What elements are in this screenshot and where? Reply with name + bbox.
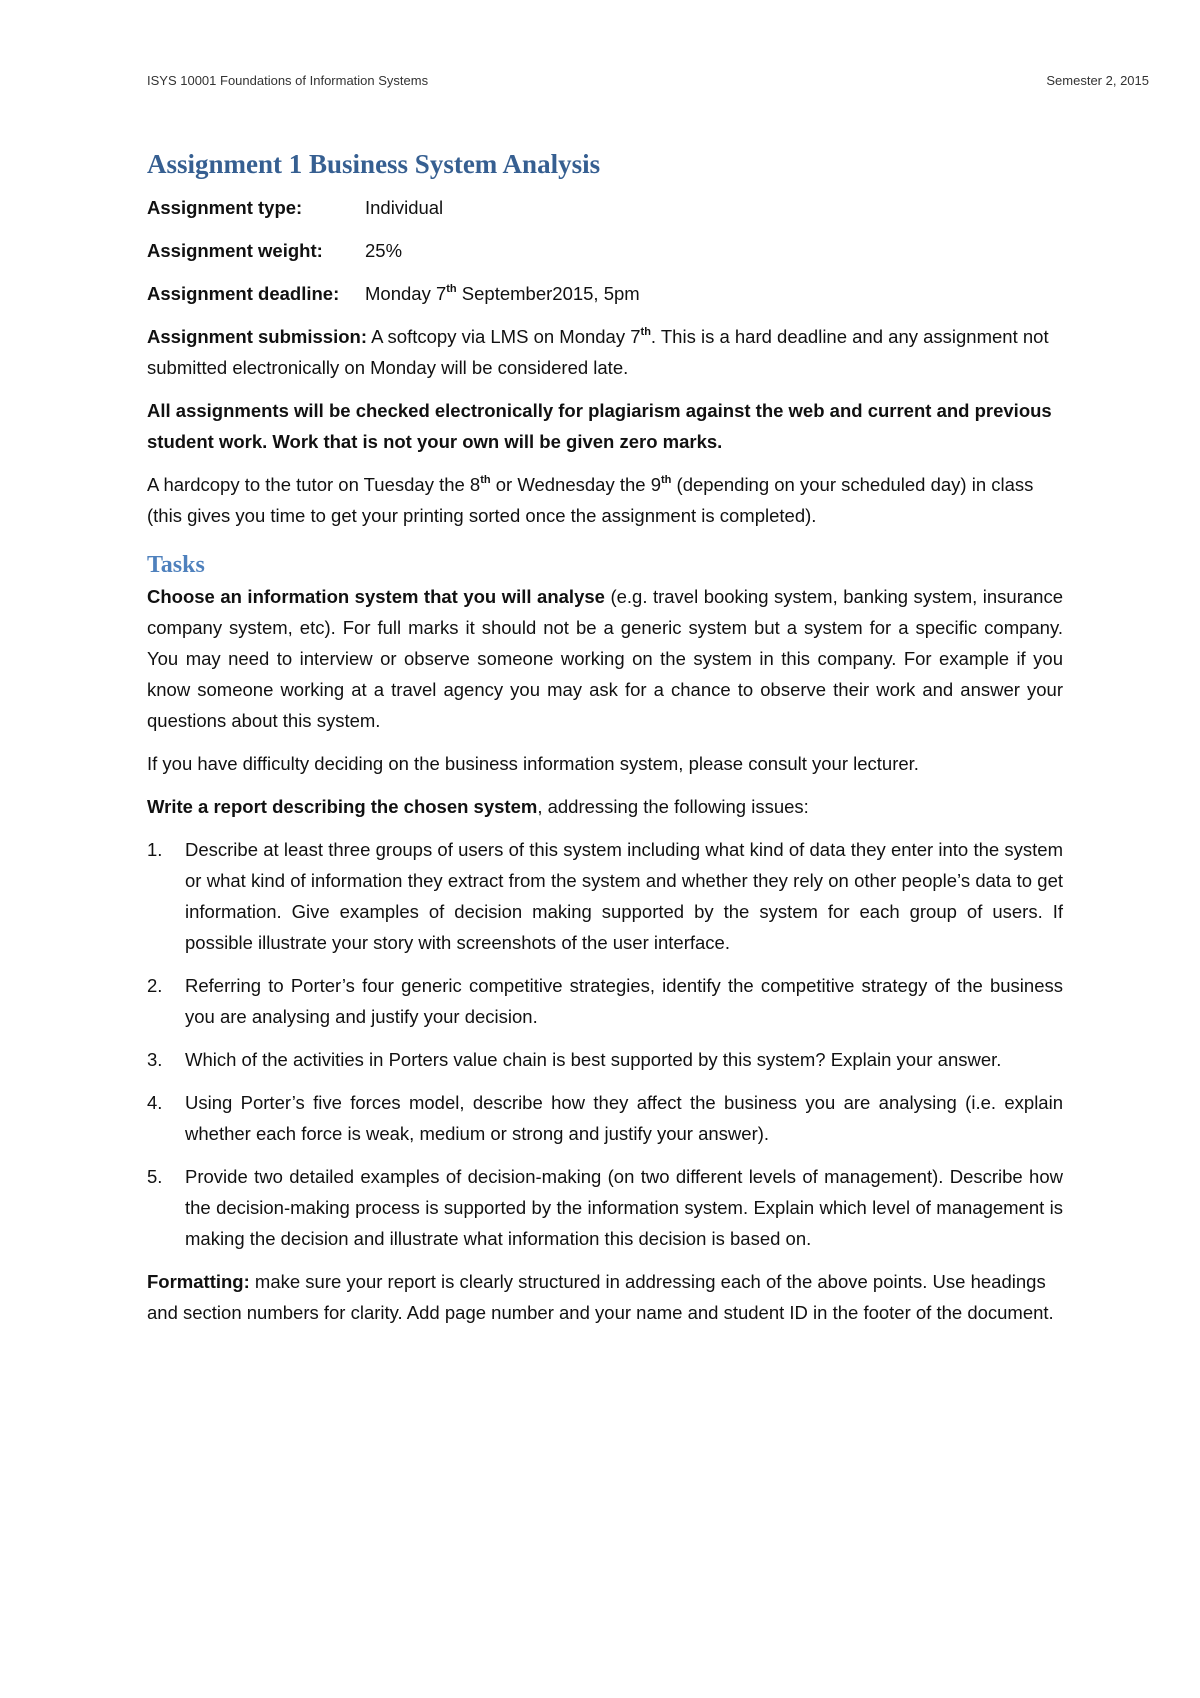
difficulty-paragraph: If you have difficulty deciding on the business information system, please consult your lecturer. <box>147 753 919 774</box>
assignment-type-row <box>147 192 1063 223</box>
formatting-paragraph: Formatting: make sure your report is clearly structured in addressing each of the above points. Use headings and section numbers for clarity. Add page number and your name and student ID in the footer of the document. <box>147 1271 1054 1323</box>
list-item: 1. Describe at least three groups of users of this system including what kind of data they enter into the system or what kind of information they extract from the system and whether they rely on other people’s data to get information. Give examples of decision making supported by the system for each group of users. If possible illustrate your story with screenshots of the user interface. <box>147 839 1063 953</box>
list-item: 4. Using Porter’s five forces model, describe how they affect the business you are analysing (i.e. explain whether each force is weak, medium or strong and justify your answer). <box>147 1092 1063 1144</box>
list-item: 2. Referring to Porter’s four generic competitive strategies, identify the competitive strategy of the business you are analysing and justify your decision. <box>147 975 1063 1027</box>
write-report-paragraph: Write a report describing the chosen system, addressing the following issues: <box>147 796 809 817</box>
hardcopy-paragraph: A hardcopy to the tutor on Tuesday the 8th or Wednesday the 9th (depending on your scheduled day) in class (this gives you time to get your printing sorted once the assignment is completed). <box>147 474 1034 526</box>
assignment-weight-label: Assignment weight: <box>147 240 323 261</box>
formatting-label: Formatting: <box>147 1271 250 1292</box>
page-header <box>147 73 1149 88</box>
course-name: ISYS 10001 Foundations of Information Systems <box>147 73 429 88</box>
list-item: 5. Provide two detailed examples of decision-making (on two different levels of management). Describe how the decision-making process is supported by the information system. Explain which level of management is making the decision and illustrate what information this decision is based on. <box>147 1166 1063 1249</box>
assignment-deadline-row <box>147 278 1063 309</box>
submission-label: Assignment submission: <box>147 326 367 347</box>
assignment-type-label: Assignment type: <box>147 197 303 218</box>
assignment-weight-row <box>147 235 1063 266</box>
document-body <box>147 146 1063 1340</box>
list-item: 3. Which of the activities in Porters value chain is best supported by this system? Explain your answer. <box>147 1049 1002 1070</box>
choose-system-paragraph: Choose an information system that you will analyse (e.g. travel booking system, banking system, insurance company system, etc). For full marks it should not be a generic system but a system for a specific company. You may need to interview or observe someone working on the system in this company. For example if you know someone working at a travel agency you may ask for a chance to observe their work and answer your questions about this system. <box>147 586 1063 731</box>
semester-label: Semester 2, 2015 <box>1046 73 1149 88</box>
task-list <box>147 834 1063 1254</box>
page-title: Assignment 1 Business System Analysis <box>147 149 601 179</box>
assignment-weight-value: 25% <box>365 240 403 261</box>
submission-paragraph: Assignment submission: A softcopy via LMS on Monday 7th. This is a hard deadline and any assignment not submitted electronically on Monday will be considered late. <box>147 326 1049 378</box>
plagiarism-notice: All assignments will be checked electronically for plagiarism against the web and current and previous student work. Work that is not your own will be given zero marks. <box>147 400 1052 452</box>
assignment-deadline-label: Assignment deadline: <box>147 283 340 304</box>
assignment-deadline-value: Monday 7th September2015, 5pm <box>365 283 640 304</box>
tasks-heading: Tasks <box>147 552 205 578</box>
assignment-type-value: Individual <box>365 197 444 218</box>
